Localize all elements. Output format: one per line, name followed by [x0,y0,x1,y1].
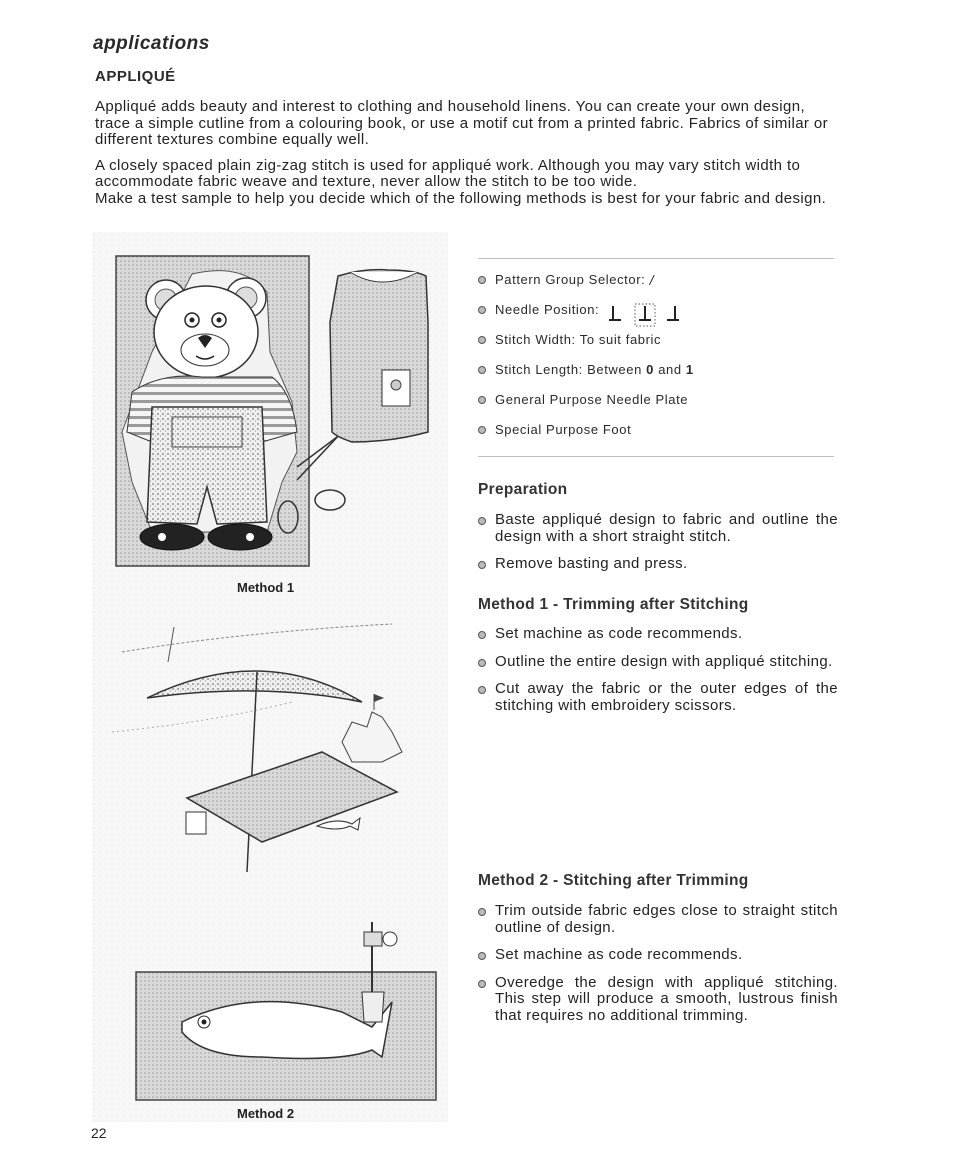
setting-label: General Purpose Needle Plate [495,392,689,407]
setting-label: Pattern Group Selector: [495,272,646,287]
step-text: Baste appliqué design to fabric and outline the design with a short straight stitch. [495,511,838,545]
bullet-icon [478,952,486,960]
list-item [478,626,838,643]
intro-paragraph: Appliqué adds beauty and interest to clothing and household linens. You can create your own design, trace a simple cutline from a colouring book, or use a motif cut from a printed fabric. Fabrics of similar or different textures combine equally well. [95,98,829,148]
method2-heading: Method 2 - Stitching after Trimming [478,872,749,889]
step-text: Overedge the design with appliqué stitching. This step will produce a smooth, lustrous finish that requires no additional trimming. [495,973,838,1024]
setting-stitch-length [478,362,838,392]
intro-paragraph: A closely spaced plain zig-zag stitch is used for appliqué work. Although you may vary stitch width to accommodate fabric weave and texture, never allow the stitch to be too wide. [95,156,801,190]
section-header: applications [93,33,210,54]
bullet-icon [478,517,486,525]
setting-needle-position [478,302,838,332]
bullet-icon [478,631,486,639]
page-number: 22 [91,1125,107,1141]
setting-needle-plate [478,392,838,422]
setting-label: Special Purpose Foot [495,422,632,437]
preparation-heading: Preparation [478,481,568,498]
list-item [478,512,838,545]
method2-steps [478,903,838,1035]
needle-position-icon [607,302,687,328]
illustrations [92,232,448,1122]
step-text: Set machine as code recommends. [495,625,743,642]
setting-foot [478,422,838,452]
list-item [478,681,838,714]
machine-settings-list [478,272,838,452]
preparation-steps [478,512,838,584]
bullet-icon [478,336,486,344]
setting-label: Stitch Length: Between [495,362,642,377]
bullet-icon [478,980,486,988]
setting-value: / [649,272,655,288]
setting-value-min: 0 [646,362,654,377]
dress-illustration [330,270,428,442]
bullet-icon [478,686,486,694]
setting-stitch-width [478,332,838,362]
intro-paragraph: Make a test sample to help you decide which of the following methods is best for your fabric and design. [95,189,827,207]
page-heading: APPLIQUÉ [95,68,176,85]
setting-label: Needle Position: [495,302,600,317]
list-item [478,903,838,936]
bullet-icon [478,396,486,404]
step-text: Trim outside fabric edges close to straight stitch outline of design. [495,902,838,936]
bullet-icon [478,426,486,434]
bullet-icon [478,366,486,374]
setting-value-max: 1 [685,362,694,377]
list-item [478,975,838,1025]
step-text: Cut away the fabric or the outer edges of the stitching with embroidery scissors. [495,680,838,714]
step-text: Remove basting and press. [495,555,688,572]
bullet-icon [478,306,486,314]
settings-bottom-rule [478,456,834,457]
bullet-icon [478,659,486,667]
step-text: Outline the entire design with appliqué stitching. [495,652,833,670]
intro-text [95,99,835,216]
bullet-icon [478,276,486,284]
list-item [478,654,838,671]
list-item [478,947,838,964]
method1-caption: Method 1 [237,580,295,595]
step-text: Set machine as code recommends. [495,946,743,963]
bullet-icon [478,908,486,916]
list-item [478,556,838,573]
setting-label: Stitch Width: To suit fabric [495,332,662,347]
applique-illustrations [92,232,448,1122]
settings-top-rule [478,258,834,259]
bullet-icon [478,561,486,569]
method2-caption: Method 2 [237,1106,295,1121]
setting-pattern-group [478,272,838,302]
method1-heading: Method 1 - Trimming after Stitching [478,596,749,613]
method1-steps [478,626,838,725]
setting-conjunction: and [658,362,682,377]
